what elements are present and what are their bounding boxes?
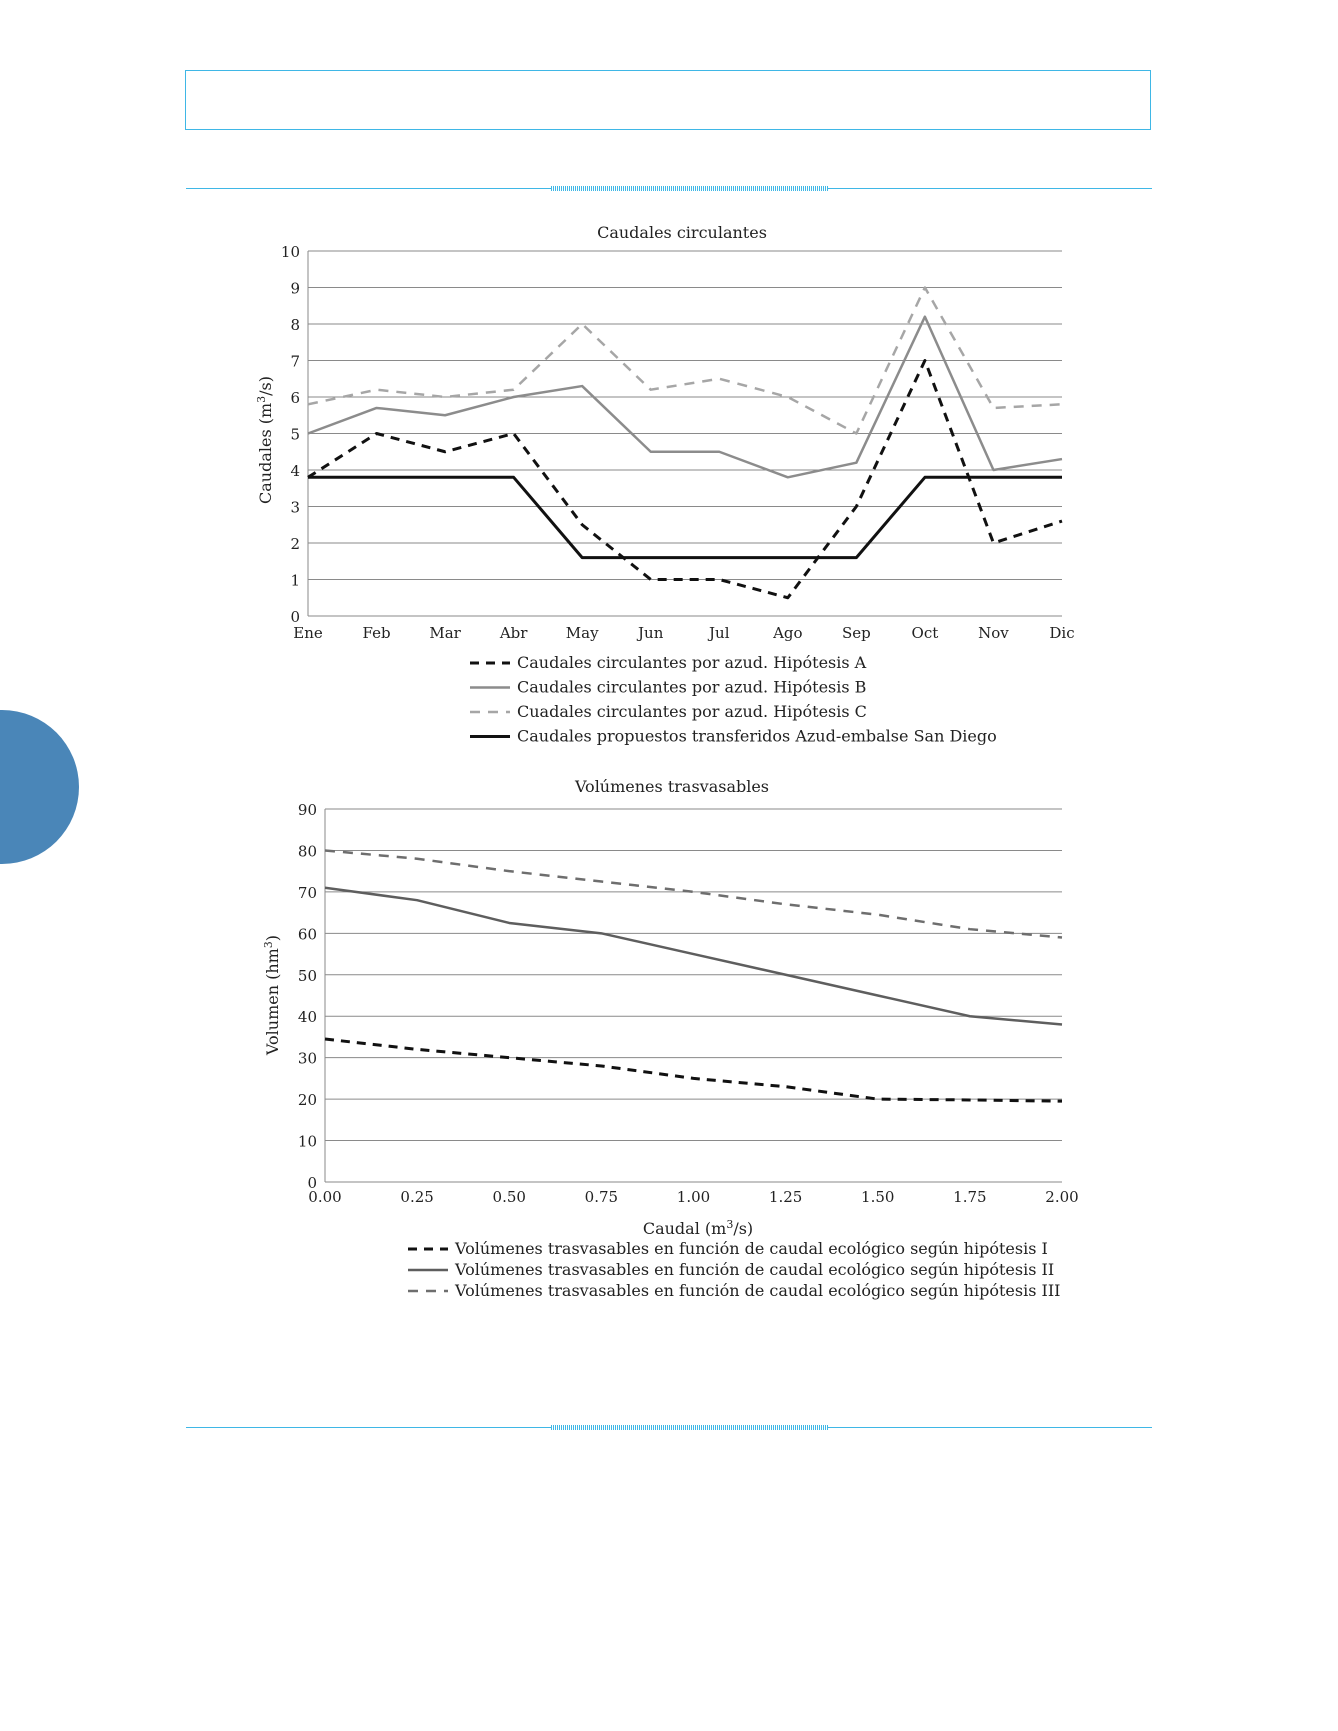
x-tick-label: 1.00 (676, 1188, 711, 1206)
x-tick-label: 1.50 (861, 1188, 895, 1206)
y-tick-label: 6 (290, 389, 300, 407)
chart-legend (408, 1239, 1060, 1300)
x-tick-label: Feb (362, 624, 391, 642)
chart-axes (281, 243, 1075, 642)
chart-grid (308, 251, 1062, 616)
x-tick-label: Dic (1049, 624, 1075, 642)
chart-grid (325, 809, 1062, 1182)
x-tick-label: Oct (911, 624, 939, 642)
y-tick-label: 60 (297, 925, 317, 944)
y-axis-label: Volumen $(hm^3)$ (261, 934, 282, 1056)
x-tick-label: 1.25 (768, 1188, 803, 1206)
series-line-1 (308, 361, 1062, 598)
x-tick-label: Jun (638, 624, 664, 642)
legend-label: Caudales circulantes por azud. Hipótesis B (517, 677, 867, 697)
y-tick-label: 5 (290, 425, 300, 444)
y-tick-label: 50 (297, 966, 317, 985)
y-tick-label: 70 (297, 883, 317, 902)
x-tick-label: 1.75 (953, 1188, 987, 1206)
x-tick-label: 0.25 (400, 1188, 434, 1206)
y-tick-label: 2 (290, 535, 300, 553)
y-tick-label: 10 (297, 1132, 317, 1151)
y-tick-label: 1 (290, 571, 300, 590)
legend-label: Volúmenes trasvasables en función de caudal ecológico según hipótesis I (455, 1239, 1048, 1258)
chart-title: Volúmenes trasvasables (574, 777, 770, 796)
y-tick-label: 40 (297, 1008, 317, 1027)
x-tick-label: Ene (293, 624, 323, 642)
x-tick-label: May (565, 624, 599, 642)
legend-label: Volúmenes trasvasables en función de caudal ecológico según hipótesis III (455, 1281, 1061, 1300)
y-tick-label: 7 (290, 352, 300, 371)
y-tick-label: 0 (307, 1174, 317, 1192)
x-tick-label: Abr (499, 624, 528, 642)
legend-label: Cuadales circulantes por azud. Hipótesis C (517, 702, 867, 721)
legend-label: Volúmenes trasvasables en función de caudal ecológico según hipótesis II (455, 1260, 1055, 1279)
y-tick-label: 9 (290, 279, 300, 298)
y-tick-label: 4 (290, 462, 300, 480)
x-tick-label: 0.75 (584, 1188, 619, 1206)
y-axis-label: Caudales $(m^3/s)$ (254, 375, 275, 505)
chart-series (308, 288, 1062, 598)
chart-axes (298, 801, 1079, 1206)
y-tick-label: 20 (297, 1091, 317, 1110)
x-tick-label: Sep (841, 624, 871, 642)
y-tick-label: 3 (290, 498, 300, 517)
legend-label: Caudales propuestos transferidos Azud-embalse San Diego (517, 726, 997, 746)
x-tick-label: Jul (709, 624, 730, 642)
x-tick-label: 0.50 (492, 1188, 526, 1206)
y-tick-label: 10 (280, 243, 300, 261)
chart-caudales-circulantes (0, 0, 1338, 780)
legend-label: Caudales circulantes por azud. Hipótesis A (517, 653, 867, 672)
footer-rule-band (551, 1425, 828, 1430)
x-tick-label: Nov (978, 624, 1009, 642)
series-line-4 (308, 477, 1062, 557)
series-line-1 (325, 1039, 1062, 1101)
series-line-3 (325, 850, 1062, 937)
y-tick-label: 30 (297, 1049, 317, 1068)
chart-series (325, 850, 1062, 1101)
y-tick-label: 80 (297, 842, 317, 861)
y-tick-label: 90 (297, 801, 317, 819)
x-axis-label: Caudal $(m^3/s)$ (642, 1217, 754, 1238)
chart-volumenes-trasvasables (0, 760, 1338, 1320)
y-tick-label: 0 (290, 608, 300, 626)
footer-rule (186, 1427, 1152, 1428)
y-tick-label: 8 (290, 316, 300, 334)
series-line-2 (325, 888, 1062, 1025)
chart-legend (470, 653, 997, 746)
x-tick-label: 0.00 (308, 1188, 342, 1206)
x-tick-label: Ago (773, 624, 803, 642)
x-tick-label: 2.00 (1045, 1188, 1079, 1206)
x-tick-label: Mar (429, 624, 461, 642)
chart-title: Caudales circulantes (597, 223, 767, 242)
